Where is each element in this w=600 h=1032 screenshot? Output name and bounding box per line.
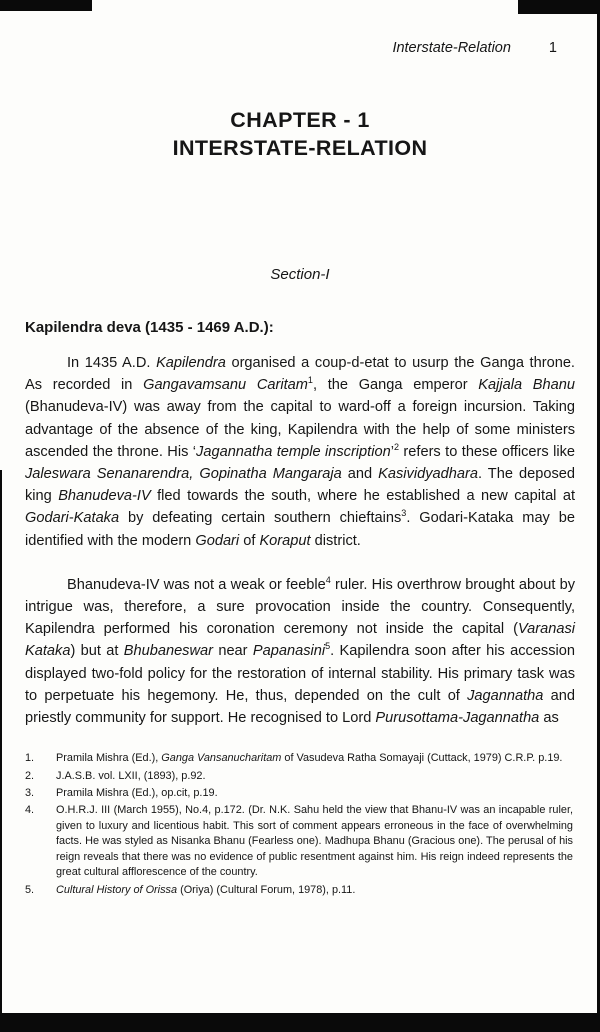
text-segment: and (341, 466, 379, 483)
text-segment: , the Ganga emperor (312, 377, 479, 394)
footnote (25, 751, 575, 766)
footnote-text (56, 883, 575, 898)
chapter-title-line1: CHAPTER - 1 (230, 108, 370, 132)
text-segment: ruler. His overthrow brought about by intrigue was, therefore, a sure provocation inside the country. Consequently, Kapilendra performed his coronation ceremony not inside the capital ( (25, 576, 575, 638)
footnote-reference: 4 (325, 574, 331, 585)
text-segment: (Bhanudeva-IV) was away from the capital to ward-off a foreign incursion. Taking advantage of the absence of the king, Kapilendra with the help of some ministers ascended the throne. His ‘ (25, 399, 575, 460)
footnote-number: 1. (25, 752, 35, 765)
text-segment: of (239, 532, 260, 549)
footnote (25, 786, 575, 801)
scan-edge-bottom (0, 1013, 600, 1032)
text-segment: Bhanudeva-IV (58, 488, 151, 505)
text-segment: Kasividyadhara (378, 466, 478, 483)
footnote-number: 3. (25, 787, 35, 800)
footnote-number: 4. (25, 804, 35, 817)
text-segment: as (539, 710, 559, 727)
subheading: Kapilendra deva (1435 - 1469 A.D.): (25, 319, 274, 336)
paragraph (25, 574, 575, 729)
text-segment: Pramila Mishra (Ed.), (56, 752, 162, 765)
page-content (25, 0, 575, 900)
text-segment: by defeating certain southern chieftains (119, 510, 402, 527)
text-segment: ) but at (70, 643, 124, 660)
running-header (25, 40, 575, 56)
body-paragraphs (25, 352, 575, 729)
footnote-text (56, 751, 575, 766)
text-segment: Ganga Vansanucharitam (161, 752, 282, 765)
text-segment: near (213, 643, 253, 660)
text-segment: Kapilendra (156, 355, 226, 371)
text-segment: Bhanudeva-IV was not a weak or feeble (67, 576, 326, 593)
footnote (25, 803, 575, 880)
text-segment: Varanasi Kataka (25, 621, 575, 660)
text-segment: . Godari-Kataka may be identified with the modern (25, 510, 575, 549)
text-segment: fled towards the south, where he established a new capital at (150, 488, 576, 505)
footnotes-list (25, 751, 575, 898)
text-segment: Gangavamsanu Caritam (143, 377, 308, 394)
text-segment: of Vasudeva Ratha Somayaji (Cuttack, 1979) C.R.P. p.19. (281, 752, 563, 765)
text-segment: Papanasini (252, 643, 326, 660)
text-segment: Koraput (259, 532, 311, 549)
footnote-text (56, 786, 575, 801)
text-segment: district. (310, 532, 361, 549)
text-segment: J.A.S.B. vol. LXII, (1893), p.92. (56, 769, 206, 782)
paragraph (25, 352, 575, 552)
text-segment: Jagannatha temple inscription (196, 443, 391, 460)
text-segment: Godari-Kataka (25, 510, 120, 527)
page-number: 1 (548, 40, 557, 56)
footnote-text (56, 803, 575, 880)
text-segment: organised a coup-d-etat to usurp the Ganga throne. As recorded in (25, 355, 575, 394)
footnote-reference: 5 (325, 641, 331, 652)
text-segment: Kajjala Bhanu (478, 377, 575, 394)
text-segment: Bhubaneswar (123, 643, 213, 660)
footnote-number: 5. (25, 883, 35, 896)
footnote-reference: 3 (401, 508, 407, 519)
text-segment: and priestly community for support. He recognised to Lord (25, 687, 576, 727)
text-segment: In 1435 A.D. (67, 355, 157, 371)
footnote (25, 883, 575, 898)
text-segment: Godari (195, 532, 240, 549)
text-segment: Pramila Mishra (Ed.), op.cit, p.19. (56, 787, 218, 800)
text-segment: ’ (390, 443, 394, 460)
text-segment: refers to these officers like (399, 443, 575, 460)
text-segment: . Kapilendra soon after his accession displayed two-fold policy for the restoration of internal stability. His primary task was to perpetuate his hegemony. He, thus, depended on the cult of (25, 643, 576, 704)
footnote-number: 2. (25, 769, 35, 782)
footnote-reference: 2 (393, 441, 399, 452)
text-segment: (Oriya) (Cultural Forum, 1978), p.11. (177, 883, 356, 896)
footnote-reference: 1 (307, 375, 313, 386)
text-segment: Jagannatha (467, 687, 544, 704)
text-segment: Jaleswara Senanarendra, Gopinatha Mangaraja (25, 466, 342, 483)
section-heading: Section-I (270, 266, 330, 283)
chapter-title-line2: INTERSTATE-RELATION (172, 136, 428, 160)
text-segment: Cultural History of Orissa (56, 883, 178, 896)
running-title: Interstate-Relation (392, 40, 511, 56)
scan-edge-left (0, 470, 2, 1032)
text-segment: . The deposed king (25, 466, 575, 505)
text-segment: O.H.R.J. III (March 1955), No.4, p.172. (Dr. N.K. Sahu held the view that Bhanu-IV was an incapable ruler, given to luxury and licentious habit. This sort of comment appears erroneous in the face of overwhelming facts. He was styled as Nisanka Bhanu (Fearless one). Madhupa Bhanu (Gracious one). The perusal of his reign reveals that there was no evidence of public resentment against him. His reign indeed represents the great cultural afflorescence of the country. (56, 804, 573, 879)
footnote-text (56, 769, 575, 784)
chapter-title (25, 106, 575, 162)
text-segment: Purusottama-Jagannatha (375, 710, 540, 727)
footnote (25, 769, 575, 784)
